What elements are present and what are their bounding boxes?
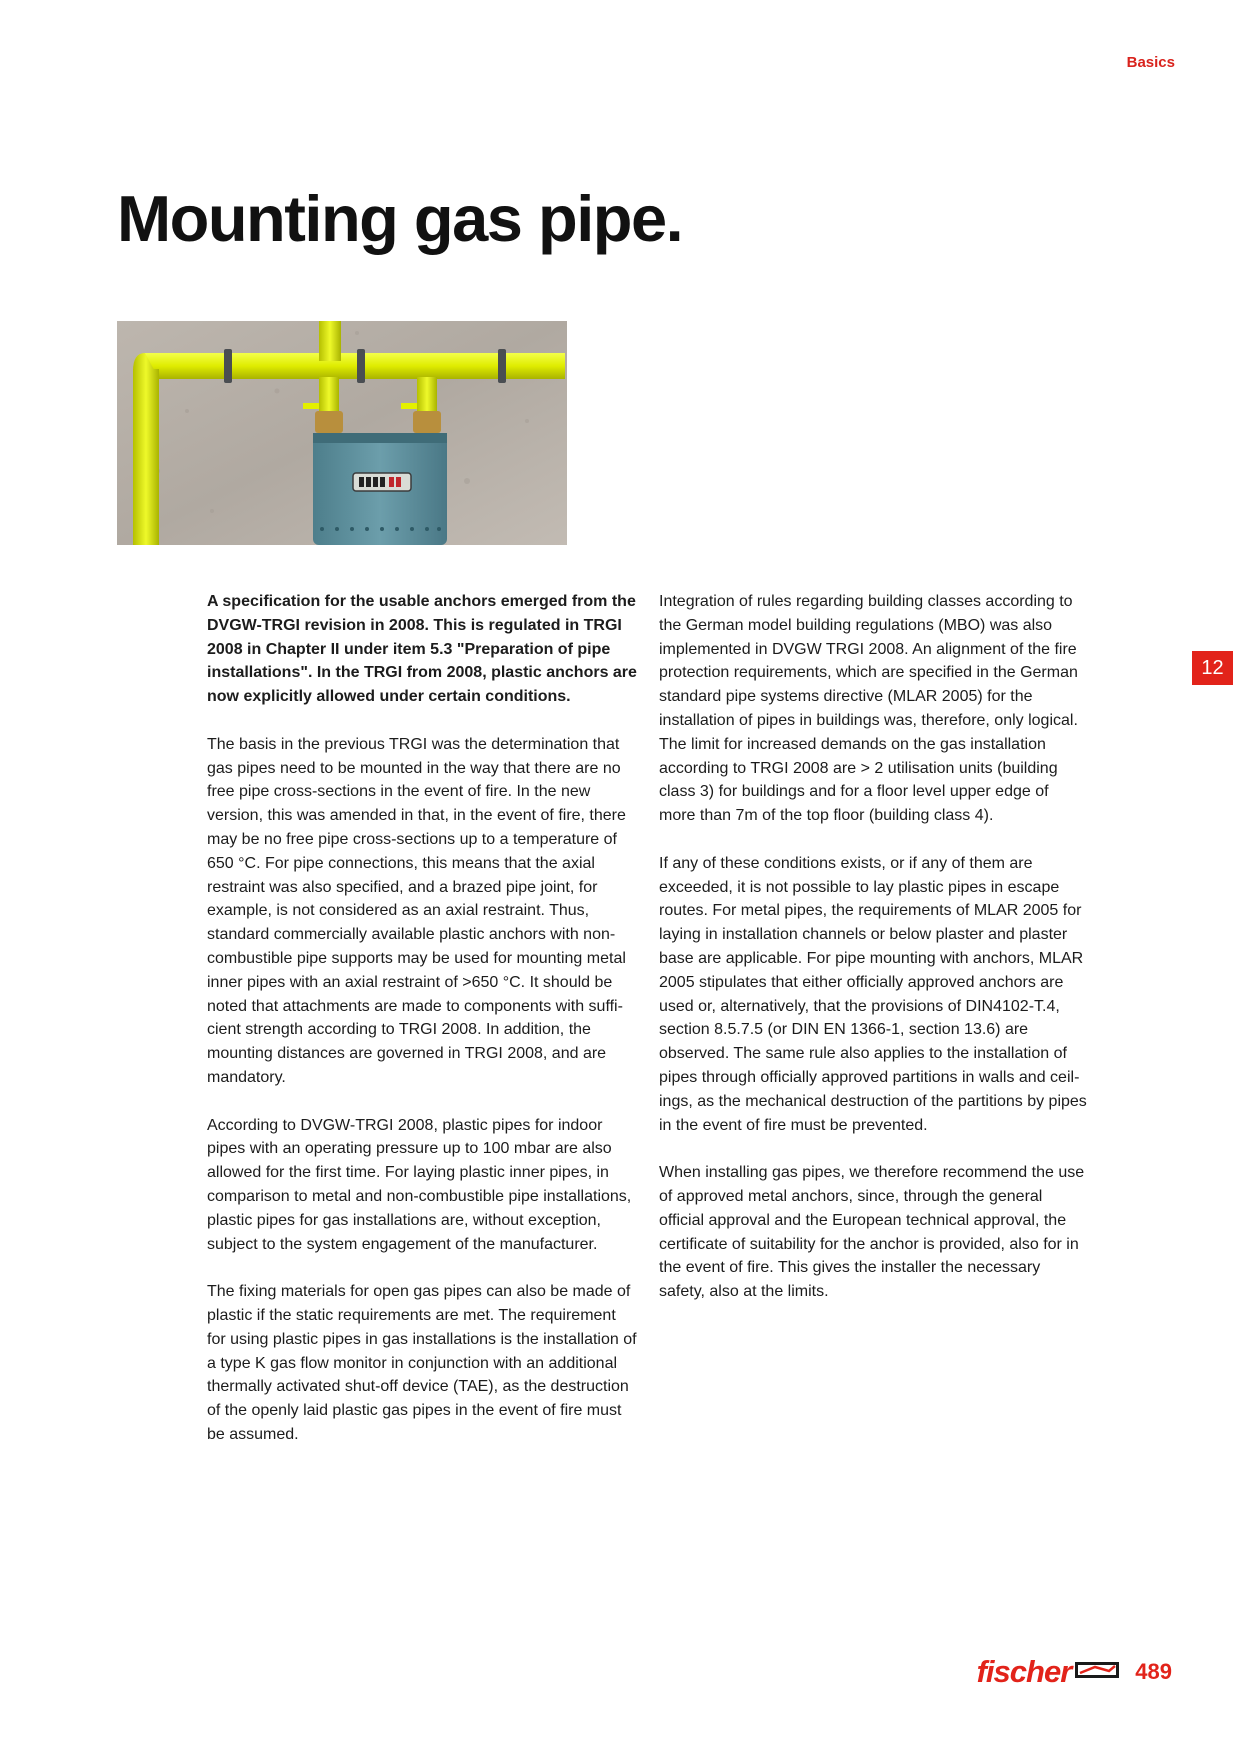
page-title: Mounting gas pipe. <box>117 182 683 255</box>
brand-logo-icon <box>1075 1660 1119 1685</box>
text-column-left <box>207 590 637 1470</box>
gas-meter-photo <box>117 321 567 545</box>
chapter-tab: 12 <box>1192 651 1233 685</box>
body-paragraph: According to DVGW-TRGI 2008, plastic pipes for indoor pipes with an operating pressure up to 100 mbar are also allowed for the first time. For laying plastic inner pipes, in comparison to metal and non-combustible pipe installations, plastic pipes for gas installations are, without exception, subject to the system engagement of the manufacturer. <box>207 1116 632 1253</box>
lead-paragraph: A specification for the usable anchors emerged from the DVGW-TRGI revision in 2008. This is regulated in TRGI 2008 in Chapter II under item 5.3 "Preparation of pipe installations". In the TRGI from 2008, plastic anchors are now explicitly allowed under certain conditions. <box>207 593 637 706</box>
brand-logo: fischer <box>976 1654 1072 1689</box>
body-paragraph: The basis in the previous TRGI was the determination that gas pipes need to be mounted in the way that there are no free pipe cross-sections in the event of fire. In the new version, this was amended in that, in the event of fire, there may be no free pipe cross-sections up to a temperature of 650 °C. For pipe connections, this means that the axial restraint was also specified, and a brazed pipe joint, for example, is not considered as an axial restraint. Thus, standard commercially available plastic anchors with non-combustible pipe supports may be used for mounting metal inner pipes with an axial restraint of >650 °C. It should be noted that attachments are made to components with sufficient strength according to TRGI 2008. In addition, the mounting distances are governed in TRGI 2008, and are mandatory. <box>207 735 626 1086</box>
body-paragraph: The fixing materials for open gas pipes can also be made of plastic if the static requirements are met. The requirement for using plastic pipes in gas installations is the installation of a type K gas flow monitor in conjunction with an additional thermally activated shut-off device (TAE), as the destruction of the openly laid plastic gas pipes in the event of fire must be assumed. <box>207 1283 637 1443</box>
page-number: 489 <box>1135 1659 1172 1684</box>
body-paragraph: When installing gas pipes, we therefore recommend the use of approved metal anchors, since, through the general official approval and the European technical approval, the certificate of suitability for the anchor is provided, also for in the event of fire. This gives the installer the necessary safety, also at the limits. <box>659 1164 1085 1301</box>
body-paragraph: Integration of rules regarding building classes according to the German model building regulations (MBO) was also implemented in DVGW TRGI 2008. An alignment of the fire protection requirements, which are specified in the German standard pipe systems directive (MLAR 2005) for the installation of pipes in buildings was, therefore, only logical. The limit for increased demands on the gas installation according to TRGI 2008 are > 2 utilisation units (building class 3) for buildings and for a floor level upper edge of more than 7m of the top floor (building class 4). <box>659 593 1078 825</box>
body-paragraph: If any of these conditions exists, or if any of them are exceeded, it is not possible to lay plastic pipes in escape routes. For metal pipes, the requirements of MLAR 2005 for laying in installation channels or below plaster and plaster base are applicable. For pipe mounting with anchors, MLAR 2005 stipulates that either officially approved anchors are used or, alternatively, that the provisions of DIN4102-T.4, section 8.5.7.5 (or DIN EN 1366-1, section 13.6) are observed. The same rule also applies to the installation of pipes through officially approved partitions in walls and ceilings, as the mechanical destruction of the partitions by pipes in the event of fire must be prevented. <box>659 854 1087 1134</box>
text-column-right <box>659 590 1089 1328</box>
section-label: Basics <box>1126 54 1175 71</box>
page-footer <box>977 1654 1172 1690</box>
